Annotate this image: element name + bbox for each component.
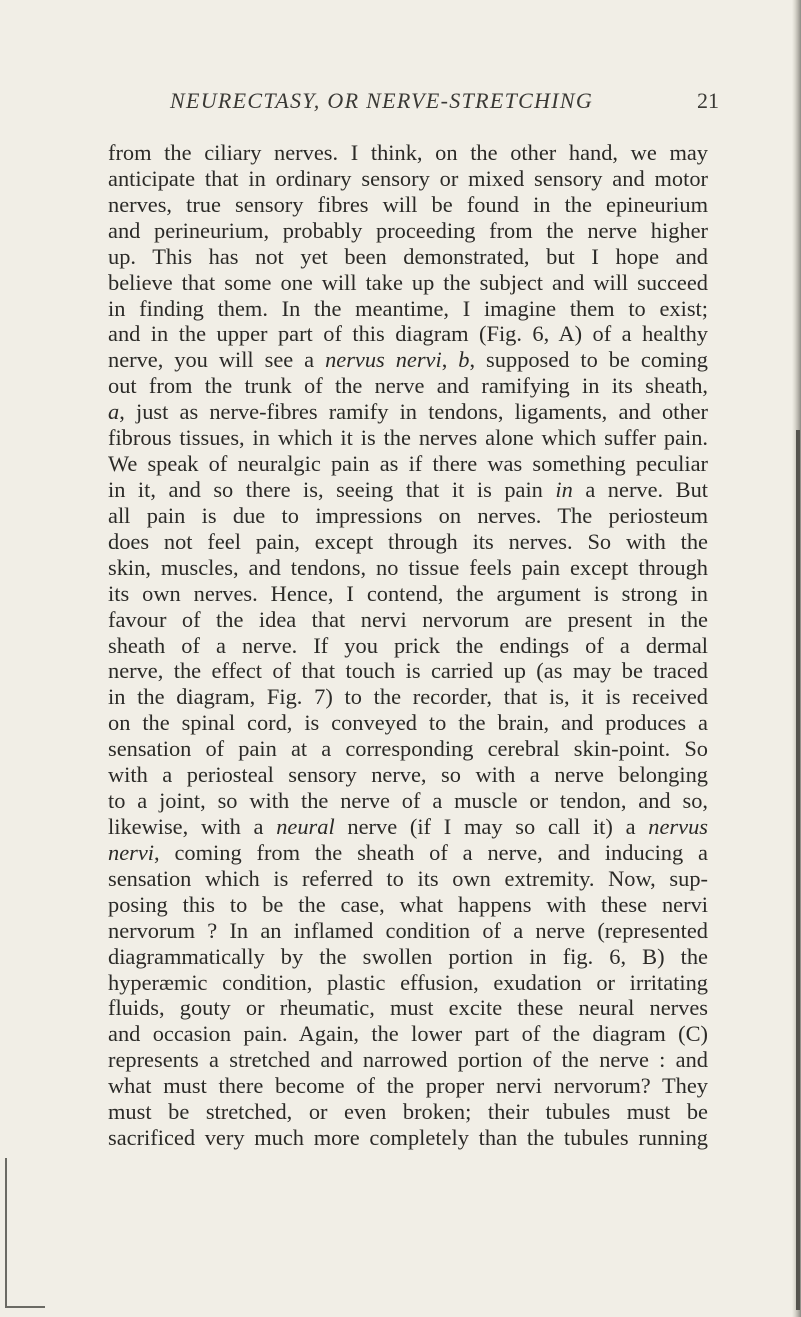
text-line: and in the upper part of this diagram (Fig. 6, A) of a healthy [108, 321, 708, 347]
page-edge-shadow [796, 430, 800, 1310]
text-line: anticipate that in ordinary sensory or mixed sensory and motor [108, 165, 708, 191]
text-line: nerve, the effect of that touch is carried up (as may be traced [108, 658, 708, 684]
text-line: sensation which is referred to its own extremity. Now, sup- [108, 865, 708, 891]
text-line: favour of the idea that nervi nervorum are present in the [108, 606, 708, 632]
text-line: sheath of a nerve. If you prick the endings of a dermal [108, 632, 708, 658]
text-line: on the spinal cord, is conveyed to the brain, and produces a [108, 710, 708, 736]
text-line: all pain is due to impressions on nerves. The periosteum [108, 502, 708, 528]
text-line: nerves, true sensory fibres will be found in the epineurium [108, 191, 708, 217]
text-line: fibrous tissues, in which it is the nerves alone which suffer pain. [108, 425, 708, 451]
text-line: in finding them. In the meantime, I imagine them to exist; [108, 295, 708, 321]
text-line: nervorum ? In an inflamed condition of a nerve (represented [108, 917, 708, 943]
text-line: in the diagram, Fig. 7) to the recorder, that is, it is received [108, 684, 708, 710]
text-line: to a joint, so with the nerve of a muscle or tendon, and so, [108, 788, 708, 814]
text-line: a, just as nerve-fibres ramify in tendons, ligaments, and other [108, 399, 708, 425]
text-line: represents a stretched and narrowed portion of the nerve : and [108, 1047, 708, 1073]
text-line: does not feel pain, except through its nerves. So with the [108, 528, 708, 554]
bottom-margin-rule [5, 1306, 45, 1308]
text-line: sensation of pain at a corresponding cerebral skin-point. So [108, 736, 708, 762]
text-line: from the ciliary nerves. I think, on the other hand, we may [108, 140, 708, 165]
text-line: must be stretched, or even broken; their tubules must be [108, 1099, 708, 1125]
running-title: NEURECTASY, OR NERVE-STRETCHING [170, 88, 594, 113]
page-number: 21 [697, 88, 719, 113]
text-line: hyperæmic condition, plastic effusion, exudation or irritating [108, 969, 708, 995]
page-header [0, 88, 801, 118]
text-line: fluids, gouty or rheumatic, must excite these neural nerves [108, 995, 708, 1021]
left-margin-rule [5, 1158, 7, 1308]
text-line: and perineurium, probably proceeding from the nerve higher [108, 217, 708, 243]
text-line: likewise, with a neural nerve (if I may so call it) a nervus [108, 813, 708, 839]
text-line: nerve, you will see a nervus nervi, b, supposed to be coming [108, 347, 708, 373]
body-text [108, 140, 708, 1151]
text-line: up. This has not yet been demonstrated, but I hope and [108, 243, 708, 269]
text-line: its own nerves. Hence, I contend, the argument is strong in [108, 580, 708, 606]
text-line: We speak of neuralgic pain as if there was something peculiar [108, 451, 708, 477]
text-line: nervi, coming from the sheath of a nerve, and inducing a [108, 839, 708, 865]
text-line: believe that some one will take up the subject and will succeed [108, 269, 708, 295]
text-line: and occasion pain. Again, the lower part of the diagram (C) [108, 1021, 708, 1047]
text-line: skin, muscles, and tendons, no tissue feels pain except through [108, 554, 708, 580]
text-line: what must there become of the proper nervi nervorum? They [108, 1073, 708, 1099]
text-line: sacrificed very much more completely than the tubules running [108, 1125, 708, 1151]
text-line: with a periosteal sensory nerve, so with a nerve belonging [108, 762, 708, 788]
text-line: out from the trunk of the nerve and ramifying in its sheath, [108, 373, 708, 399]
text-line: in it, and so there is, seeing that it is pain in a nerve. But [108, 476, 708, 502]
text-line: diagrammatically by the swollen portion in fig. 6, B) the [108, 943, 708, 969]
text-line: posing this to be the case, what happens with these nervi [108, 891, 708, 917]
